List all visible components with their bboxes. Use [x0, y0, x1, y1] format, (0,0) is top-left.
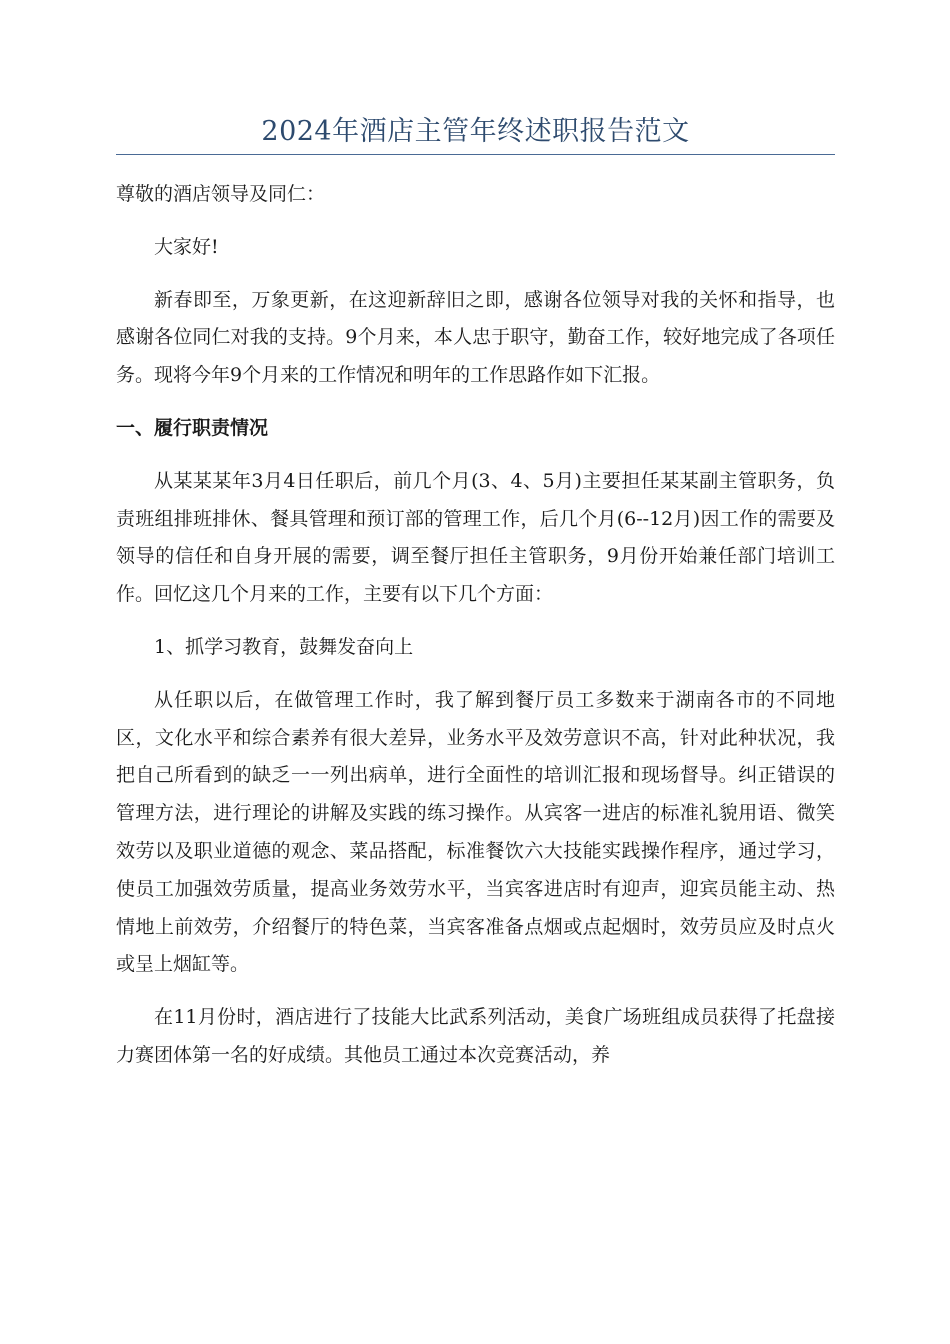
document-body	[116, 176, 835, 1090]
greeting: 大家好!	[154, 235, 219, 258]
subheading-learning: 1、抓学习教育，鼓舞发奋向上	[154, 635, 414, 658]
document-title: 2024年酒店主管年终述职报告范文	[261, 116, 690, 147]
duties-paragraph: 从某某某年3月4日任职后，前几个月(3、4、5月)主要担任某某副主管职务，负责班组排班排休、餐具管理和预订部的管理工作，后几个月(6--12月)因工作的需要及领导的信任和自身开展的需要，调至餐厅担任主管职务，9月份开始兼任部门培训工作。回忆这几个月来的工作，主要有以下几个方面：	[116, 469, 835, 606]
training-paragraph: 从任职以后，在做管理工作时，我了解到餐厅员工多数来于湖南各市的不同地区，文化水平和综合素养有很大差异，业务水平及效劳意识不高，针对此种状况，我把自己所看到的缺乏一一列出病单，进行全面性的培训汇报和现场督导。纠正错误的管理方法，进行理论的讲解及实践的练习操作。从宾客一进店的标准礼貌用语、微笑效劳以及职业道德的观念、菜品搭配，标准餐饮六大技能实践操作程序，通过学习，使员工加强效劳质量，提高业务效劳水平，当宾客进店时有迎声，迎宾员能主动、热情地上前效劳，介绍餐厅的特色菜，当宾客准备点烟或点起烟时，效劳员应及时点火或呈上烟缸等。	[116, 688, 835, 976]
section-heading-duties: 一、履行职责情况	[116, 416, 269, 439]
salutation: 尊敬的酒店领导及同仁：	[116, 183, 326, 205]
title-underline	[116, 154, 835, 155]
competition-paragraph: 在11月份时，酒店进行了技能大比武系列活动，美食广场班组成员获得了托盘接力赛团体第一名的好成绩。其他员工通过本次竞赛活动，养	[116, 1006, 835, 1066]
intro-paragraph: 新春即至，万象更新，在这迎新辞旧之即，感谢各位领导对我的关怀和指导，也感谢各位同仁对我的支持。9个月来，本人忠于职守，勤奋工作，较好地完成了各项任务。现将今年9个月来的工作情况和明年的工作思路作如下汇报。	[116, 288, 835, 387]
